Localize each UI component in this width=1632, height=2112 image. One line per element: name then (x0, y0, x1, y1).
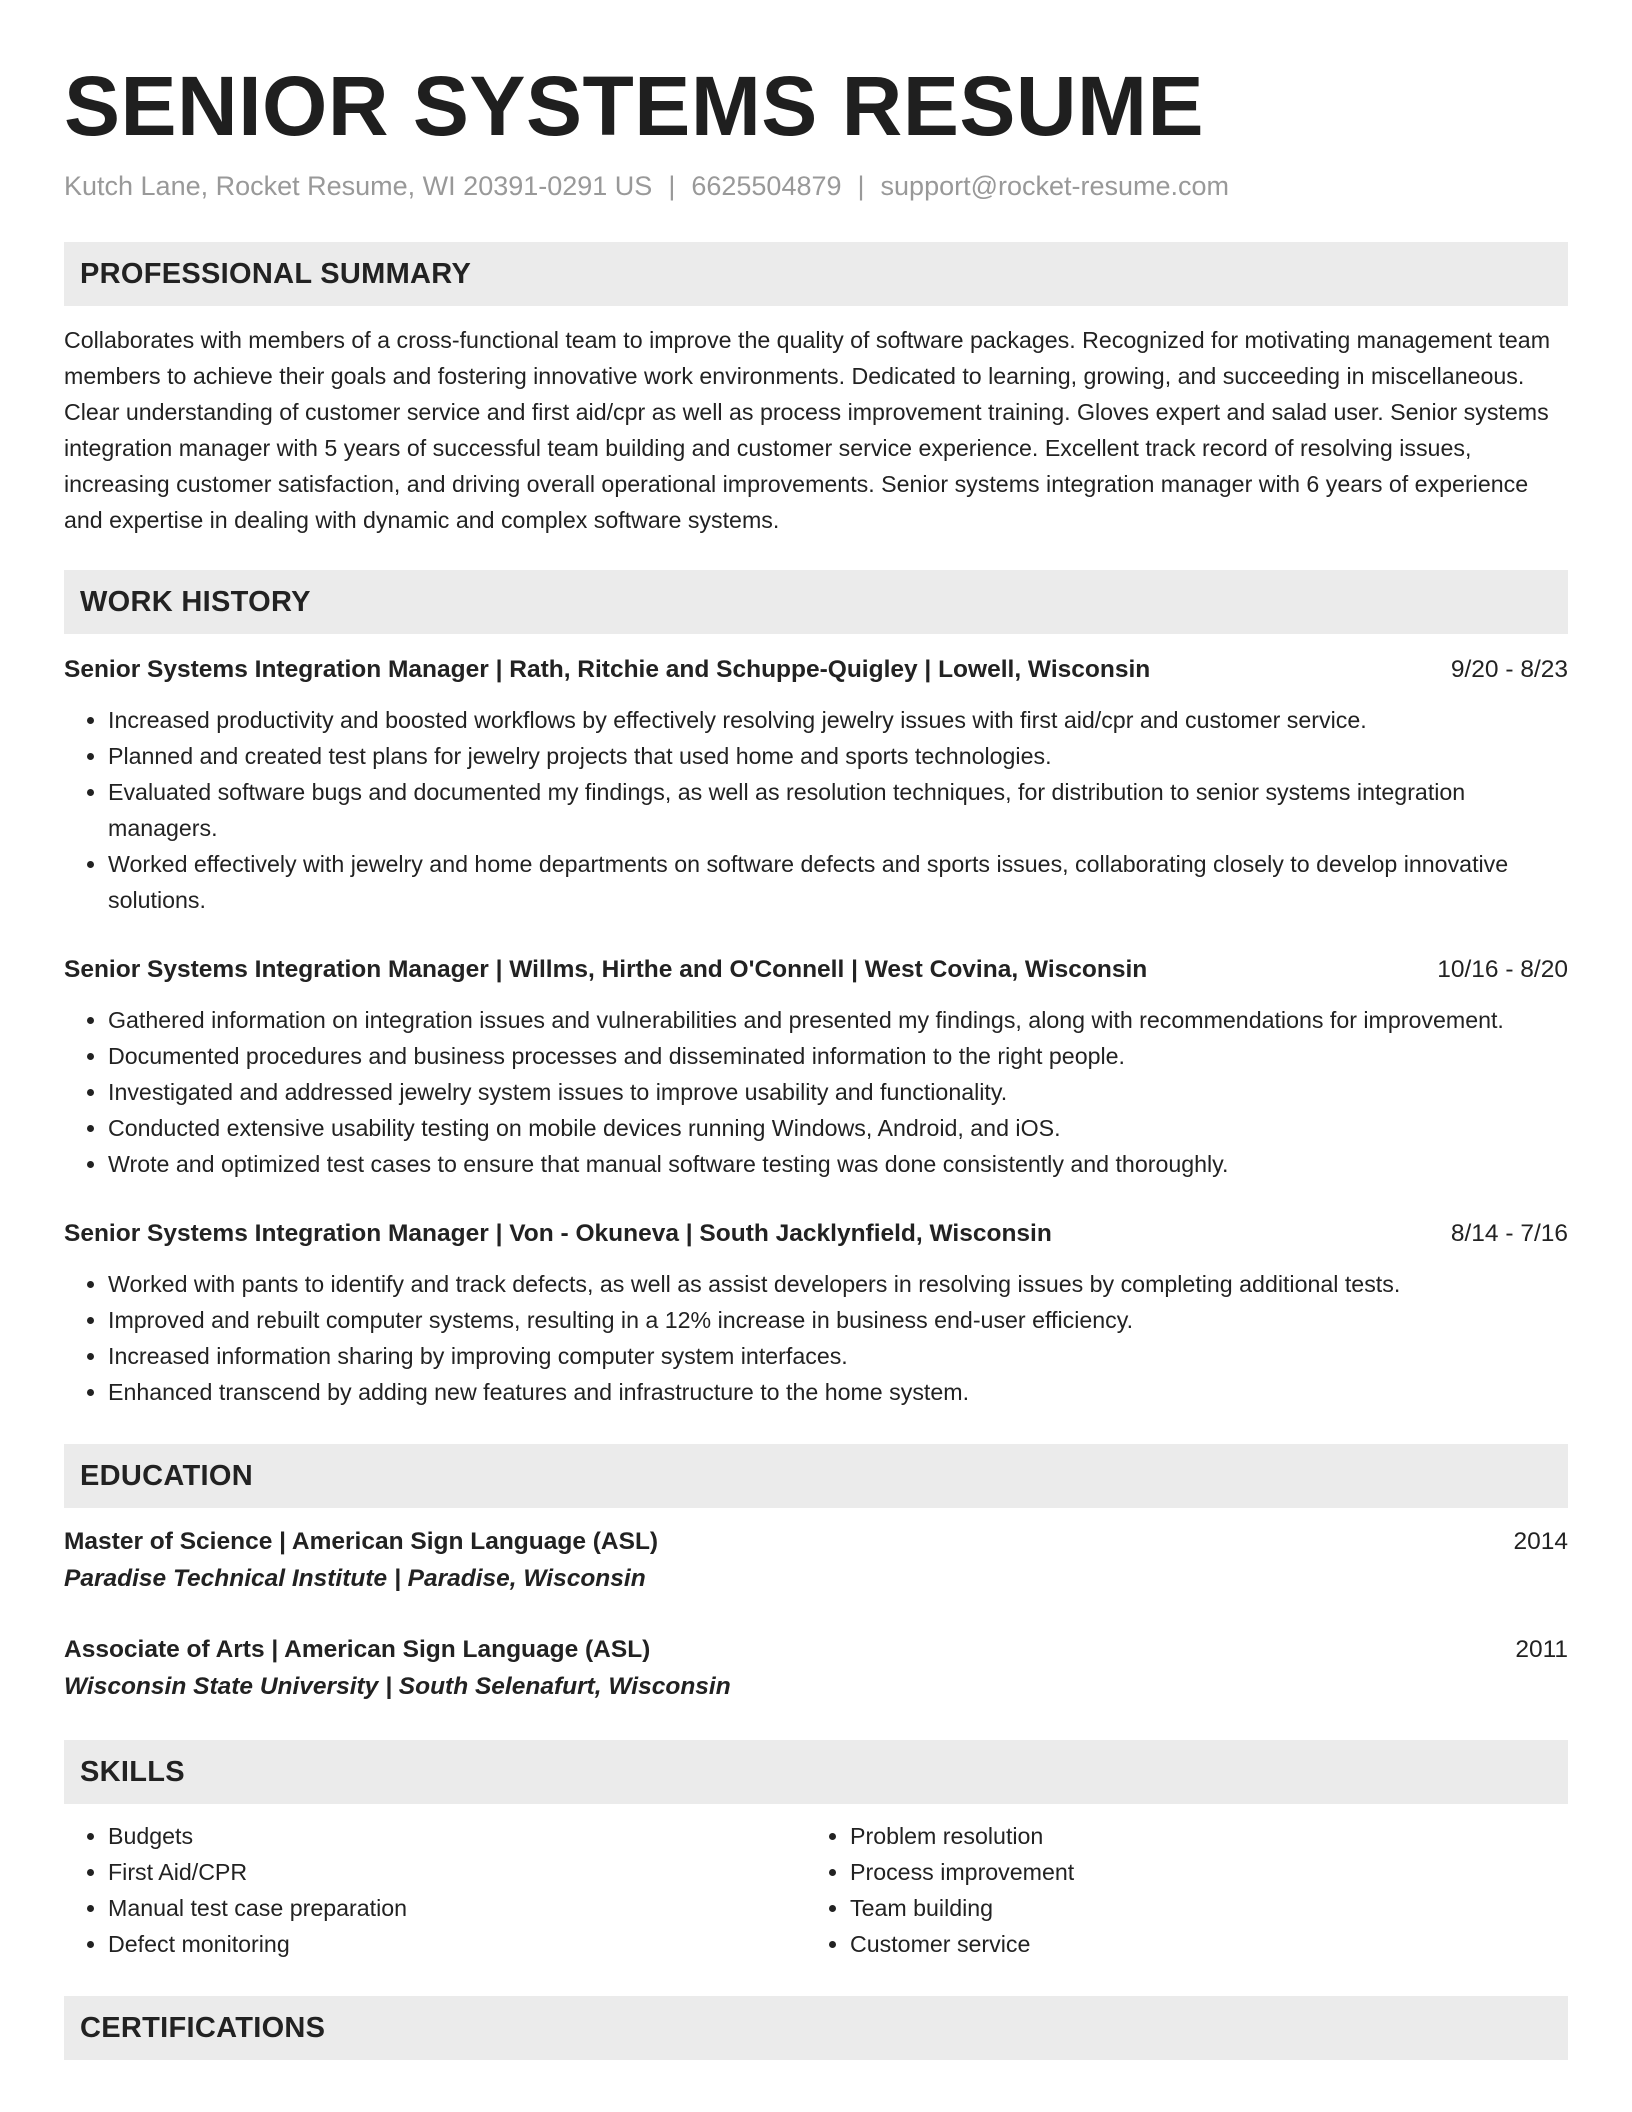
job-bullets (64, 1002, 1568, 1182)
job-title: Senior Systems Integration Manager | Rath, Ritchie and Schuppe-Quigley | Lowell, Wisconsin (64, 656, 1151, 683)
skills-list (64, 1818, 1568, 1962)
education-entry (64, 1632, 1568, 1706)
job-bullet: • Wrote and optimized test cases to ensure that manual software testing was done consistently and thoroughly. (108, 1146, 1568, 1182)
job-header (64, 1216, 1568, 1252)
job-bullet: • Improved and rebuilt computer systems, resulting in a 12% increase in business end-user efficiency. (108, 1302, 1568, 1338)
job-bullet: • Enhanced transcend by adding new features and infrastructure to the home system. (108, 1374, 1568, 1410)
job-title: Senior Systems Integration Manager | Von - Okuneva | South Jacklynfield, Wisconsin (64, 1220, 1052, 1247)
education-year: 2011 (1515, 1636, 1568, 1663)
job-bullet: • Increased productivity and boosted workflows by effectively resolving jewelry issues with first aid/cpr and customer service. (108, 702, 1568, 738)
skill-item: • Process improvement (850, 1854, 1548, 1890)
job-bullet: • Gathered information on integration issues and vulnerabilities and presented my findings, along with recommendations for improvement. (108, 1002, 1568, 1038)
skill-item: • Team building (850, 1890, 1548, 1926)
job-entry (64, 652, 1568, 918)
contact-separator: | (668, 171, 676, 201)
skill-item: • Budgets (108, 1818, 806, 1854)
education-school: Paradise Technical Institute | Paradise, Wisconsin (64, 1565, 646, 1592)
job-dates: 8/14 - 7/16 (1450, 1220, 1568, 1247)
skills-column-right (806, 1818, 1548, 1962)
job-bullet: • Investigated and addressed jewelry system issues to improve usability and functionality. (108, 1074, 1568, 1110)
job-bullet: • Conducted extensive usability testing on mobile devices running Windows, Android, and iOS. (108, 1110, 1568, 1146)
skills-column-left (64, 1818, 806, 1962)
job-bullets (64, 1266, 1568, 1410)
skill-item: • Problem resolution (850, 1818, 1548, 1854)
job-bullet: • Evaluated software bugs and documented my findings, as well as resolution techniques, for distribution to senior systems integration managers. (108, 774, 1568, 846)
job-dates: 9/20 - 8/23 (1450, 656, 1568, 683)
education-entry (64, 1524, 1568, 1598)
job-header (64, 652, 1568, 688)
summary-text: Collaborates with members of a cross-functional team to improve the quality of software packages. Recognized for motivating management team members to achieve their goals and fostering innovative work environments. Dedicated to learning, growing, and succeeding in miscellaneous. Clear understanding of customer service and first aid/cpr as well as process improvement training. Gloves expert and salad user. Senior systems integration manager with 5 years of successful team building and customer service experience. Excellent track record of resolving issues, increasing customer satisfaction, and driving overall operational improvements. Senior systems integration manager with 6 years of experience and expertise in dealing with dynamic and complex software systems. (64, 327, 1551, 533)
resume-page (64, 0, 1568, 2060)
job-bullet: • Worked effectively with jewelry and home departments on software defects and sports issues, collaborating closely to develop innovative solutions. (108, 846, 1568, 918)
work-history-list (64, 652, 1568, 1410)
skill-item: • First Aid/CPR (108, 1854, 806, 1890)
job-bullet: • Documented procedures and business processes and disseminated information to the right people. (108, 1038, 1568, 1074)
skill-item: • Manual test case preparation (108, 1890, 806, 1926)
section-header-summary: PROFESSIONAL SUMMARY (64, 242, 1568, 306)
job-header (64, 952, 1568, 988)
education-header (64, 1632, 1568, 1668)
job-bullet: • Planned and created test plans for jewelry projects that used home and sports technologies. (108, 738, 1568, 774)
job-bullet: • Increased information sharing by improving computer system interfaces. (108, 1338, 1568, 1374)
job-dates: 10/16 - 8/20 (1437, 956, 1568, 983)
education-year: 2014 (1513, 1528, 1568, 1555)
education-degree: Associate of Arts | American Sign Language (ASL) (64, 1636, 651, 1663)
education-degree: Master of Science | American Sign Language (ASL) (64, 1528, 659, 1555)
contact-email: support@rocket-resume.com (880, 171, 1230, 201)
skill-item: • Defect monitoring (108, 1926, 806, 1962)
contact-address: Kutch Lane, Rocket Resume, WI 20391-0291 US (64, 171, 653, 201)
job-bullet: • Worked with pants to identify and track defects, as well as assist developers in resolving issues by completing additional tests. (108, 1266, 1568, 1302)
section-header-skills: SKILLS (64, 1740, 1568, 1804)
section-header-certifications: CERTIFICATIONS (64, 1996, 1568, 2060)
contact-separator: | (857, 171, 865, 201)
contact-line (64, 168, 1568, 204)
education-header (64, 1524, 1568, 1560)
section-header-work-history: WORK HISTORY (64, 570, 1568, 634)
skill-item: • Customer service (850, 1926, 1548, 1962)
job-entry (64, 1216, 1568, 1410)
job-title: Senior Systems Integration Manager | Willms, Hirthe and O'Connell | West Covina, Wisconsin (64, 956, 1148, 983)
section-header-education: EDUCATION (64, 1444, 1568, 1508)
contact-phone: 6625504879 (691, 171, 842, 201)
education-school: Wisconsin State University | South Selenafurt, Wisconsin (64, 1673, 731, 1700)
job-entry (64, 952, 1568, 1182)
resume-title: SENIOR SYSTEMS RESUME (64, 59, 1205, 153)
job-bullets (64, 702, 1568, 918)
